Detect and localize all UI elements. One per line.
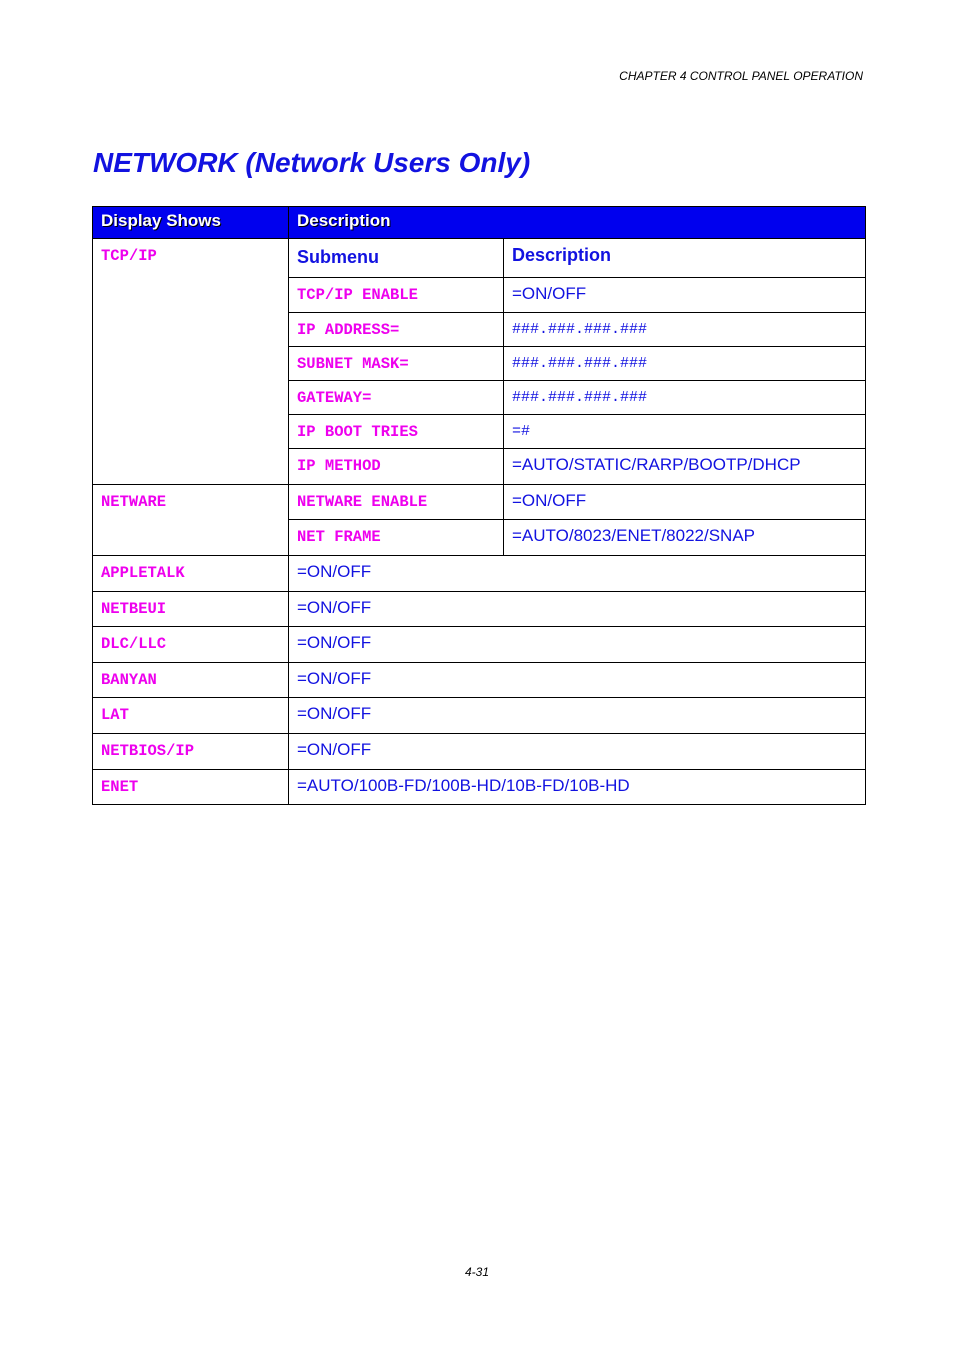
page-title: NETWORK (Network Users Only) <box>93 147 531 178</box>
value-cell: =ON/OFF <box>289 663 866 698</box>
table-row <box>93 627 866 663</box>
value-cell: =ON/OFF <box>289 556 866 592</box>
value-cell: =ON/OFF <box>289 627 866 663</box>
table-row <box>93 734 866 770</box>
display-banyan: BANYAN <box>93 663 289 698</box>
value-cell: =AUTO/8023/ENET/8022/SNAP <box>504 520 866 556</box>
table-row <box>93 556 866 592</box>
display-appletalk: APPLETALK <box>93 556 289 592</box>
col-header-display-shows: Display Shows <box>93 207 289 239</box>
display-netbios-ip: NETBIOS/IP <box>93 734 289 770</box>
display-netware: NETWARE <box>93 485 289 556</box>
value-cell: =ON/OFF <box>504 278 866 313</box>
submenu-cell: TCP/IP ENABLE <box>289 278 504 313</box>
display-netbeui: NETBEUI <box>93 592 289 627</box>
value-cell: ###.###.###.### <box>504 347 866 381</box>
table-row <box>93 663 866 698</box>
submenu-cell: SUBNET MASK= <box>289 347 504 381</box>
table-header-row <box>93 207 866 239</box>
display-dlc-llc: DLC/LLC <box>93 627 289 663</box>
table-row <box>93 698 866 734</box>
display-enet: ENET <box>93 770 289 805</box>
value-cell: =# <box>504 415 866 449</box>
value-cell: =ON/OFF <box>504 485 866 520</box>
table-row <box>93 239 866 278</box>
display-lat: LAT <box>93 698 289 734</box>
page-number: 4-31 <box>465 1265 490 1279</box>
submenu-cell: IP BOOT TRIES <box>289 415 504 449</box>
chapter-header: CHAPTER 4 CONTROL PANEL OPERATION <box>619 69 863 83</box>
value-cell: =AUTO/STATIC/RARP/BOOTP/DHCP <box>504 449 866 485</box>
table-row <box>93 485 866 520</box>
submenu-cell: NET FRAME <box>289 520 504 556</box>
value-cell: =ON/OFF <box>289 734 866 770</box>
submenu-cell: IP ADDRESS= <box>289 313 504 347</box>
value-cell: =ON/OFF <box>289 698 866 734</box>
submenu-cell: IP METHOD <box>289 449 504 485</box>
sub-header-description: Description <box>504 239 866 278</box>
display-tcpip: TCP/IP <box>93 239 289 485</box>
value-cell: ###.###.###.### <box>504 381 866 415</box>
col-header-description: Description <box>289 207 866 239</box>
table-row <box>93 770 866 805</box>
table-row <box>93 592 866 627</box>
submenu-cell: NETWARE ENABLE <box>289 485 504 520</box>
submenu-cell: GATEWAY= <box>289 381 504 415</box>
value-cell: =ON/OFF <box>289 592 866 627</box>
value-cell: ###.###.###.### <box>504 313 866 347</box>
network-menu-table <box>92 206 866 805</box>
sub-header-submenu: Submenu <box>289 239 504 278</box>
value-cell: =AUTO/100B-FD/100B-HD/10B-FD/10B-HD <box>289 770 866 805</box>
